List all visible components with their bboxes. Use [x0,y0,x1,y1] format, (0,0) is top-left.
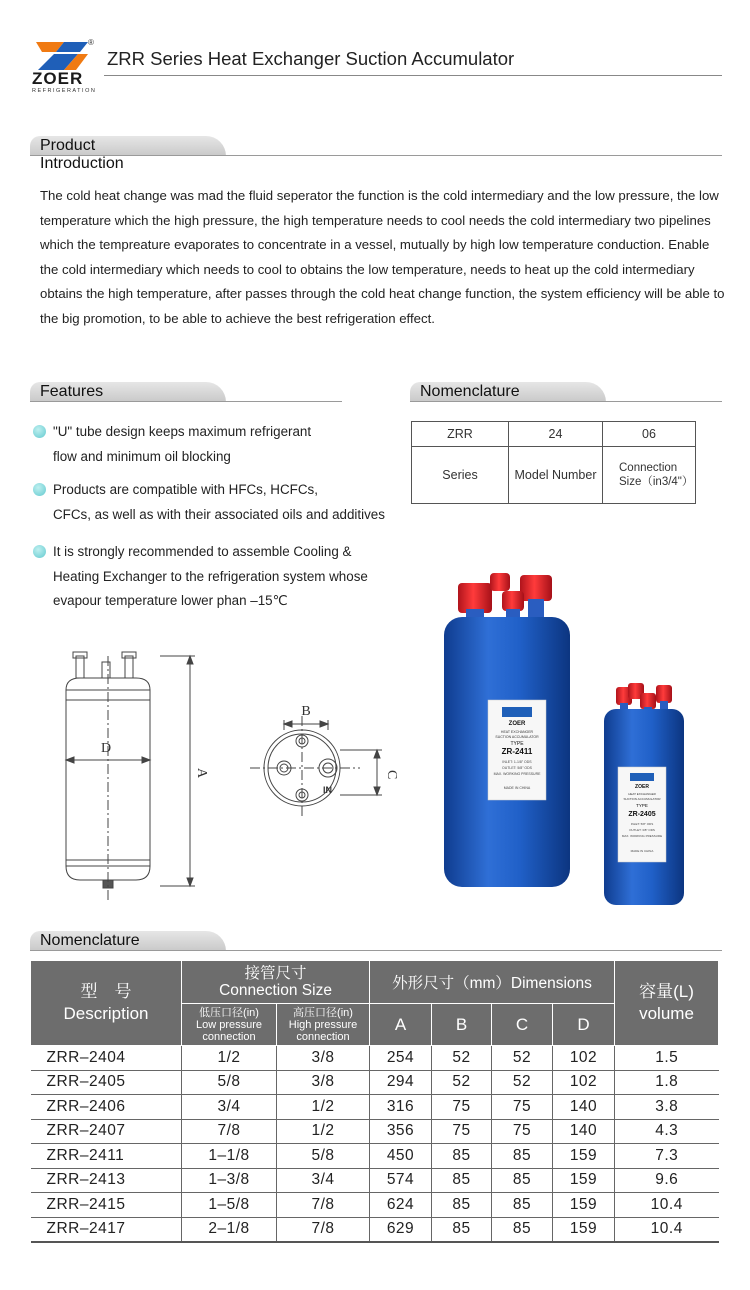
page-title: ZRR Series Heat Exchanger Suction Accumulator [107,48,515,69]
cell-high: 5/8 [277,1144,370,1169]
header-connection-size: 接管尺寸 Connection Size [182,961,370,1004]
cell-vol: 9.6 [615,1168,719,1193]
section-label: Product Introduction [40,137,124,172]
header-d: D [553,1004,615,1046]
cell-vol: 1.5 [615,1046,719,1071]
zoer-logo [28,40,98,95]
nomenclature-model: Model Number [509,447,603,504]
nomenclature-table [411,421,696,504]
svg-text:INLET: 1-1/8" ODS: INLET: 1-1/8" ODS [502,760,532,764]
svg-text:MADE IN CHINA: MADE IN CHINA [630,849,654,853]
section-label: Nomenclature [40,932,140,949]
cell-c: 85 [492,1144,553,1169]
inlet-label: IN [323,785,332,795]
svg-text:HEAT EXCHANGER: HEAT EXCHANGER [500,730,534,734]
cell-c: 85 [492,1193,553,1218]
cell-vol: 7.3 [615,1144,719,1169]
cell-vol: 10.4 [615,1217,719,1242]
svg-text:SUCTION ACCUMULATOR: SUCTION ACCUMULATOR [495,735,539,739]
model-label-large: ZR-2411 [501,747,533,756]
cell-a: 450 [370,1144,432,1169]
feature-item [33,478,385,527]
cell-d: 140 [553,1095,615,1120]
cell-d: 159 [553,1193,615,1218]
cell-model: ZRR–2413 [31,1168,182,1193]
nomenclature-series: Series [412,447,509,504]
cell-d: 159 [553,1144,615,1169]
header-dimensions: 外形尺寸（mm）Dimensions [370,961,615,1004]
technical-drawing [40,640,400,910]
model-label-small: ZR-2405 [628,811,656,818]
cell-d: 102 [553,1046,615,1071]
feature-text: Products are compatible with HFCs, HCFCs, [53,482,318,497]
cell-vol: 4.3 [615,1119,719,1144]
feature-text: It is strongly recommended to assemble Cooling & [53,544,352,559]
cell-c: 75 [492,1095,553,1120]
cell-model: ZRR–2411 [31,1144,182,1169]
cell-high: 7/8 [277,1193,370,1218]
dimension-label-b: B [301,704,311,719]
cell-b: 85 [432,1193,492,1218]
cell-b: 85 [432,1168,492,1193]
svg-text:INLET: 5/8" ODS: INLET: 5/8" ODS [630,822,654,826]
registered-mark: ® [88,38,94,47]
cell-a: 316 [370,1095,432,1120]
svg-text:OUTLET: 5/8" ODS: OUTLET: 5/8" ODS [501,766,533,770]
svg-text:HEAT EXCHANGER: HEAT EXCHANGER [628,792,656,796]
cell-b: 52 [432,1070,492,1095]
feature-text: Heating Exchanger to the refrigeration system whose [53,568,368,584]
product-photo [428,565,718,920]
bullet-icon [33,483,46,496]
section-label: Nomenclature [420,383,520,400]
cell-b: 75 [432,1095,492,1120]
header-low-pressure: 低压口径(in) Low pressure connection [182,1004,277,1046]
cell-model: ZRR–2407 [31,1119,182,1144]
svg-text:SUCTION ACCUMULATOR: SUCTION ACCUMULATOR [623,797,661,801]
cell-d: 159 [553,1217,615,1242]
nomenclature-code: ZRR [412,422,509,447]
cell-b: 85 [432,1144,492,1169]
cell-d: 159 [553,1168,615,1193]
cell-a: 254 [370,1046,432,1071]
feature-text: "U" tube design keeps maximum refrigerant [53,424,312,439]
table-row [31,1046,719,1071]
header-c: C [492,1004,553,1046]
cell-b: 75 [432,1119,492,1144]
header-volume: 容量(L) volume [615,961,719,1046]
cell-vol: 1.8 [615,1070,719,1095]
feature-text: evapour temperature lower phan –15℃ [53,593,288,608]
header-high-pressure: 高压口径(in) High pressure connection [277,1004,370,1046]
table-row [31,1095,719,1120]
cell-low: 5/8 [182,1070,277,1095]
svg-text:ZOER: ZOER [635,784,649,790]
header-description: 型 号 Description [31,961,182,1046]
dimension-label-c: C [384,770,399,780]
cell-model: ZRR–2405 [31,1070,182,1095]
cell-c: 52 [492,1070,553,1095]
title-divider [104,75,722,76]
cell-low: 3/4 [182,1095,277,1120]
cell-c: 75 [492,1119,553,1144]
large-accumulator [444,573,570,887]
cell-c: 85 [492,1168,553,1193]
cell-a: 574 [370,1168,432,1193]
label-brand: ZOER [508,721,526,727]
cell-low: 1/2 [182,1046,277,1071]
cell-high: 3/8 [277,1046,370,1071]
feature-text: flow and minimum oil blocking [53,448,231,464]
intro-paragraph: The cold heat change was mad the fluid seperator the function is the cold intermediary and the low pressure, the low temperature which the high pressure, the high temperature needs to cool needs the cold intermediary two pipelines which the tempreature evaporates to concentrate in a vessel, mutually by high low temperature conduction. Enable the cold intermediary which needs to cool to obtains the low temperature, needs to heat up the cold intermediary obtains the high temperature, after passes through the cold heat change function, the system efficiency will be able to the big promotion, to be able to achieve the best refrigeration effect. [40,188,725,326]
nomenclature-code: 06 [603,422,696,447]
table-row [31,1119,719,1144]
small-accumulator [604,683,684,905]
cell-low: 2–1/8 [182,1217,277,1242]
section-label: Features [40,383,104,400]
cell-b: 85 [432,1217,492,1242]
cell-b: 52 [432,1046,492,1071]
cell-model: ZRR–2404 [31,1046,182,1071]
zoer-logo-icon [34,40,90,72]
bullet-icon [33,425,46,438]
cell-vol: 10.4 [615,1193,719,1218]
cell-d: 140 [553,1119,615,1144]
cell-low: 1–5/8 [182,1193,277,1218]
cell-d: 102 [553,1070,615,1095]
bullet-icon [33,545,46,558]
cell-high: 1/2 [277,1119,370,1144]
feature-text: CFCs, as well as with their associated oils and additives [53,506,385,522]
table-row [31,1193,719,1218]
header-b: B [432,1004,492,1046]
svg-text:OUTLET: 3/8" ODS: OUTLET: 3/8" ODS [629,828,655,832]
cell-model: ZRR–2415 [31,1193,182,1218]
svg-text:TYPE: TYPE [510,741,524,747]
cell-vol: 3.8 [615,1095,719,1120]
cell-c: 52 [492,1046,553,1071]
cell-a: 356 [370,1119,432,1144]
cell-a: 624 [370,1193,432,1218]
table-row [31,1070,719,1095]
logo-text: ZOER [32,69,84,88]
cell-high: 3/4 [277,1168,370,1193]
dimension-label-d: D [100,741,112,756]
header-a: A [370,1004,432,1046]
nomenclature-connection: Connection Size（in3/4"） [603,447,696,504]
table-row [31,1144,719,1169]
cell-high: 3/8 [277,1070,370,1095]
cell-high: 7/8 [277,1217,370,1242]
nomenclature-code: 24 [509,422,603,447]
cell-low: 7/8 [182,1119,277,1144]
svg-text:MADE IN CHINA: MADE IN CHINA [503,786,531,790]
cell-model: ZRR–2417 [31,1217,182,1242]
svg-text:MAX. WORKING PRESSURE: MAX. WORKING PRESSURE [621,834,663,838]
cell-c: 85 [492,1217,553,1242]
cell-high: 1/2 [277,1095,370,1120]
specifications-table [30,960,719,1243]
feature-item [33,420,311,469]
cell-a: 294 [370,1070,432,1095]
table-row [31,1168,719,1193]
cell-low: 1–3/8 [182,1168,277,1193]
dimension-label-a: A [194,768,209,779]
cell-model: ZRR–2406 [31,1095,182,1120]
feature-item [33,540,368,614]
cell-a: 629 [370,1217,432,1242]
svg-text:MAX. WORKING PRESSURE: MAX. WORKING PRESSURE [493,772,541,776]
svg-text:TYPE: TYPE [636,803,648,808]
logo-subtext: REFRIGERATION [32,88,97,94]
table-row [31,1217,719,1242]
cell-low: 1–1/8 [182,1144,277,1169]
